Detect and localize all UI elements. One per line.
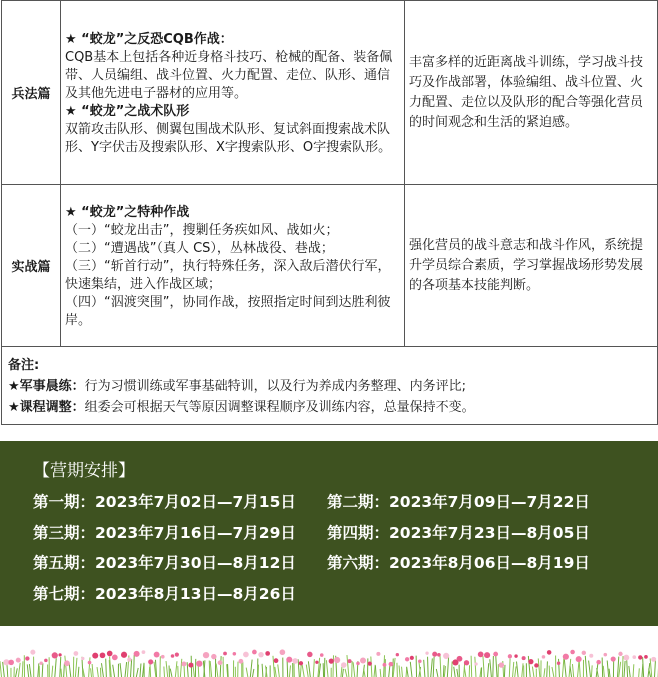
flower — [356, 662, 360, 666]
grass-blade — [65, 656, 67, 677]
flower — [154, 652, 160, 658]
grass-blade — [402, 667, 403, 677]
grass-blade — [371, 656, 372, 677]
content-line: （一）“蛟龙出击”，搜剿任务疾如风、战如火； — [65, 222, 339, 238]
grass-blade — [134, 655, 135, 677]
grass-blade — [306, 665, 308, 677]
grass-blade — [22, 661, 23, 677]
grass-blade — [509, 659, 510, 677]
grass-blade — [342, 669, 343, 677]
flower — [25, 656, 29, 660]
schedule-period: 第七期：2023年8月13日—8月26日 — [33, 584, 296, 603]
schedule-row — [33, 552, 658, 583]
flower — [171, 654, 175, 658]
grass-blade — [488, 663, 489, 677]
grass-blade — [389, 665, 390, 677]
schedule-period: 第一期：2023年7月02日—7月15日 — [33, 493, 296, 511]
grass-blade — [410, 662, 412, 677]
flower — [493, 652, 498, 657]
note-item — [8, 397, 651, 418]
schedule-period: 第五期：2023年7月30日—8月12日 — [33, 554, 296, 572]
note-item — [8, 376, 651, 397]
flower — [383, 663, 387, 667]
flower — [307, 652, 312, 657]
grass-blade — [289, 665, 290, 677]
flower — [142, 650, 146, 654]
grass-blade — [424, 660, 425, 677]
flower — [223, 652, 227, 656]
flower — [389, 662, 394, 667]
flower — [542, 655, 546, 659]
grass-blade — [457, 669, 458, 677]
grass-blade — [532, 667, 534, 677]
grass-blade — [633, 664, 634, 677]
notes-heading: 备注: — [8, 358, 40, 373]
note-key: ★军事晨练： — [8, 379, 85, 394]
flower — [576, 656, 582, 662]
schedule-period: 第四期：2023年7月23日—8月05日 — [327, 523, 590, 542]
flower — [596, 660, 601, 665]
flower — [437, 653, 441, 657]
grass-blade — [175, 661, 177, 677]
content-line: CQB基本上包括各种近身格斗技巧、枪械的配备、装备佩带、人员编组、战斗位置、火力配置、走位、队形、通信及其他先进电子器材的应用等。 — [65, 49, 393, 101]
goal-cell: 强化营员的战斗意志和战斗作风，系统提升学员综合素质，学习掌握战场形势发展的各项基本技能判断。 — [405, 185, 658, 347]
content-line: ★ “蛟龙”之反恐CQB作战： — [65, 31, 233, 47]
grass-blade — [287, 660, 288, 677]
schedule-row — [33, 491, 658, 522]
flower — [534, 663, 538, 667]
grass-blade — [113, 665, 115, 677]
flower — [299, 661, 303, 665]
grass-blade — [547, 661, 548, 677]
grass-blade — [451, 662, 452, 677]
flower — [218, 660, 223, 665]
flower — [443, 653, 449, 659]
flower — [44, 659, 48, 663]
grass-blade — [515, 666, 516, 677]
flower — [464, 660, 469, 665]
grass-blade — [619, 662, 621, 677]
grass-blade — [97, 667, 98, 677]
flower — [368, 662, 372, 666]
grass-blade — [298, 659, 299, 677]
flower — [478, 652, 484, 658]
flower — [127, 657, 131, 661]
grass-blade — [326, 660, 328, 677]
grass-blade — [380, 669, 381, 677]
grass-blade — [603, 666, 604, 677]
grass-blade — [253, 669, 254, 677]
grass-blade — [164, 667, 165, 677]
flower — [88, 661, 92, 665]
flower-field — [0, 649, 658, 677]
grass-blade — [399, 665, 400, 677]
schedule-panel — [0, 441, 658, 626]
flower — [243, 652, 249, 658]
content-line: （四）“泅渡突围”，协同作战，按照指定时间到达胜利彼岸。 — [65, 294, 391, 328]
flower — [589, 654, 593, 658]
schedule-period: 第六期：2023年8月06日—8月19日 — [327, 554, 590, 572]
grass-blade — [91, 668, 92, 677]
grass-blade — [246, 668, 248, 677]
grass-blade — [347, 655, 349, 677]
grass-blade — [629, 666, 630, 677]
grass-blade — [101, 663, 103, 677]
flower — [92, 653, 98, 659]
grass-blade — [278, 664, 280, 677]
flower — [16, 658, 21, 663]
flower — [258, 652, 263, 657]
grass-blade — [490, 659, 492, 677]
flower — [475, 662, 478, 665]
grass-blade — [140, 664, 141, 677]
flower — [196, 660, 202, 666]
flower — [315, 661, 318, 664]
grass-blade — [431, 658, 433, 677]
note-key: ★课程调整： — [8, 400, 85, 415]
grass-blade — [166, 661, 168, 677]
grass-blade — [572, 664, 573, 677]
flower — [405, 657, 409, 661]
schedule-title: 【营期安排】 — [33, 461, 135, 481]
grass-blade — [496, 656, 497, 677]
grass-blade — [220, 656, 221, 677]
flower — [121, 652, 127, 658]
grass-blade — [464, 667, 466, 677]
flower — [8, 660, 14, 666]
notes-cell — [2, 347, 658, 425]
grass-blade — [454, 667, 455, 677]
grass-blade — [216, 664, 218, 677]
flower — [557, 662, 560, 665]
flower — [376, 652, 380, 656]
grass-blade — [375, 666, 376, 677]
flower — [341, 662, 347, 668]
flower — [522, 656, 526, 660]
flower — [58, 653, 61, 656]
schedule-period: 第三期：2023年7月16日—7月29日 — [33, 523, 296, 542]
grass-blade — [544, 668, 545, 677]
grass-blade — [444, 666, 445, 677]
content-cell — [61, 185, 405, 347]
grass-blade — [130, 659, 131, 677]
grass-blade — [149, 667, 150, 677]
grass-blade — [42, 663, 43, 677]
grass-blade — [607, 660, 608, 677]
schedule-row — [33, 583, 658, 614]
grass-blade — [493, 656, 494, 677]
grass-blade — [513, 662, 514, 677]
flower — [64, 660, 70, 666]
flower — [425, 651, 428, 654]
grass-blade — [55, 658, 56, 677]
flower — [611, 656, 616, 661]
grass-blade — [170, 669, 172, 677]
grass-blade — [18, 663, 20, 677]
grass-blade — [622, 656, 623, 677]
flower — [334, 657, 340, 663]
flower — [508, 654, 512, 658]
grass-blade — [549, 666, 550, 677]
flower — [484, 652, 490, 658]
grass-blade — [308, 661, 310, 677]
grass-blade — [210, 661, 212, 677]
grass-blade — [302, 665, 304, 677]
flower — [514, 654, 517, 657]
grass-blade — [187, 662, 188, 677]
flower — [40, 662, 43, 665]
grass-blade — [89, 657, 90, 677]
grass-blade — [125, 662, 127, 677]
flower — [499, 662, 504, 667]
flower — [348, 659, 352, 663]
flower — [280, 649, 286, 655]
grass-blade — [69, 663, 71, 677]
flower — [107, 651, 113, 657]
notes-row — [2, 347, 658, 425]
grass-blade — [262, 664, 263, 677]
grass-blade — [483, 656, 484, 677]
schedule-period: 第二期：2023年7月09日—7月22日 — [327, 493, 590, 511]
grass-blade — [275, 667, 276, 677]
grass-blade — [428, 657, 429, 677]
content-line: （三）“斩首行动”，执行特殊任务，深入敌后潜伏行军，快速集结，进入作战区域； — [65, 258, 391, 292]
grass-blade — [313, 659, 314, 677]
flower — [320, 653, 324, 657]
flower — [638, 655, 642, 659]
note-text: 行为习惯训练或军事基础特训，以及行为养成内务整理、内务评比; — [84, 379, 467, 394]
flower — [81, 657, 84, 660]
flower — [100, 652, 106, 658]
flower — [410, 656, 414, 660]
grass-blade — [517, 661, 519, 677]
grass-blade — [92, 664, 93, 677]
grass-blade — [75, 658, 77, 677]
flower — [528, 659, 533, 664]
grass-blade — [579, 661, 580, 677]
schedule-row — [33, 522, 658, 553]
flower — [618, 652, 622, 656]
content-line: ★ “蛟龙”之战术队形 — [65, 103, 190, 119]
course-table — [1, 0, 658, 425]
table-row — [2, 1, 658, 185]
flower — [286, 657, 292, 663]
flower — [203, 652, 209, 658]
grass-blade — [209, 660, 210, 677]
grass-blade — [504, 665, 505, 677]
flower — [570, 650, 575, 655]
flower — [292, 658, 298, 664]
flower — [134, 651, 140, 657]
grass-blade — [64, 663, 65, 677]
grass-blade — [475, 657, 476, 677]
flower — [360, 658, 366, 664]
flower — [623, 655, 629, 661]
flower — [396, 653, 399, 656]
table-row — [2, 185, 658, 347]
grass-blade — [471, 656, 472, 677]
grass-blade — [250, 660, 252, 677]
flower — [418, 659, 422, 663]
flower — [112, 654, 118, 660]
grass-blade — [570, 666, 572, 677]
flower — [582, 651, 586, 655]
grass-blade — [180, 659, 181, 677]
grass-blade — [624, 661, 625, 677]
grass-blade — [443, 665, 444, 677]
note-text: 组委会可根据天气等原因调整课程顺序及训练内容，总量保持不变。 — [84, 400, 475, 415]
flower — [651, 657, 656, 662]
grass-blade — [345, 669, 347, 677]
grass-blade — [440, 655, 441, 677]
grass-blade — [0, 661, 1, 677]
content-line: 双箭攻击队形、侧翼包围战术队形、复试斜面搜索战术队形、Y字伏击及搜索队形、X字搜索队形、O字搜索队形。 — [65, 121, 392, 155]
grass-blade — [60, 657, 61, 677]
flower — [432, 652, 437, 657]
flower — [188, 663, 193, 668]
flower — [604, 653, 608, 657]
grass-blade — [433, 657, 434, 677]
grass-blade — [16, 668, 18, 677]
flower — [632, 655, 636, 659]
category-cell: 兵法篇 — [2, 1, 61, 185]
flower — [329, 659, 334, 664]
grass-blade — [538, 658, 540, 677]
grass-blade — [609, 669, 610, 677]
grass-blade — [564, 660, 566, 677]
flower-border-decoration — [0, 640, 658, 677]
flower — [211, 654, 216, 659]
grass-blade — [353, 662, 355, 677]
goal-cell: 丰富多样的近距离战斗训练，学习战斗技巧及作战部署，体验编组、战斗位置、火力配置、走位以及队形的配合等强化营员的时间观念和生活的紧迫感。 — [405, 1, 658, 185]
content-line: （二）“遭遇战”（真人 CS），丛林战役、巷战； — [65, 240, 334, 256]
grass-blade — [228, 664, 229, 677]
grass-blade — [61, 669, 62, 677]
flower — [265, 651, 270, 656]
grass-blade — [639, 668, 640, 677]
grass-blade — [522, 663, 523, 677]
flower — [182, 662, 187, 667]
content-line: ★ “蛟龙”之特种作战 — [65, 204, 190, 220]
grass-blade — [184, 665, 185, 677]
grass-blade — [52, 666, 53, 677]
grass-blade — [436, 669, 438, 677]
flower — [52, 652, 58, 658]
flower — [457, 656, 463, 662]
grass-blade — [643, 657, 644, 677]
flower — [175, 653, 179, 657]
flower — [644, 655, 648, 659]
grass-blade — [29, 664, 31, 677]
category-cell: 实战篇 — [2, 185, 61, 347]
grass-blade — [78, 667, 79, 677]
flower — [239, 659, 244, 664]
grass-blade — [589, 661, 591, 677]
grass-blade — [528, 656, 530, 677]
flower — [563, 654, 569, 660]
grass-blade — [591, 665, 592, 677]
grass-blade — [38, 663, 39, 677]
flower — [233, 652, 237, 656]
flower — [30, 650, 35, 655]
grass-blade — [27, 664, 28, 677]
flower — [252, 650, 257, 655]
flower — [74, 651, 79, 656]
grass-blade — [106, 659, 107, 677]
grass-blade — [585, 656, 587, 677]
grass-blade — [447, 657, 448, 677]
flower — [547, 650, 552, 655]
flower — [274, 658, 279, 663]
flower — [161, 655, 165, 659]
flower — [148, 659, 153, 664]
content-cell — [61, 1, 405, 185]
grass-blade — [120, 663, 122, 677]
grass-blade — [136, 668, 138, 677]
grass-blade — [552, 667, 554, 677]
